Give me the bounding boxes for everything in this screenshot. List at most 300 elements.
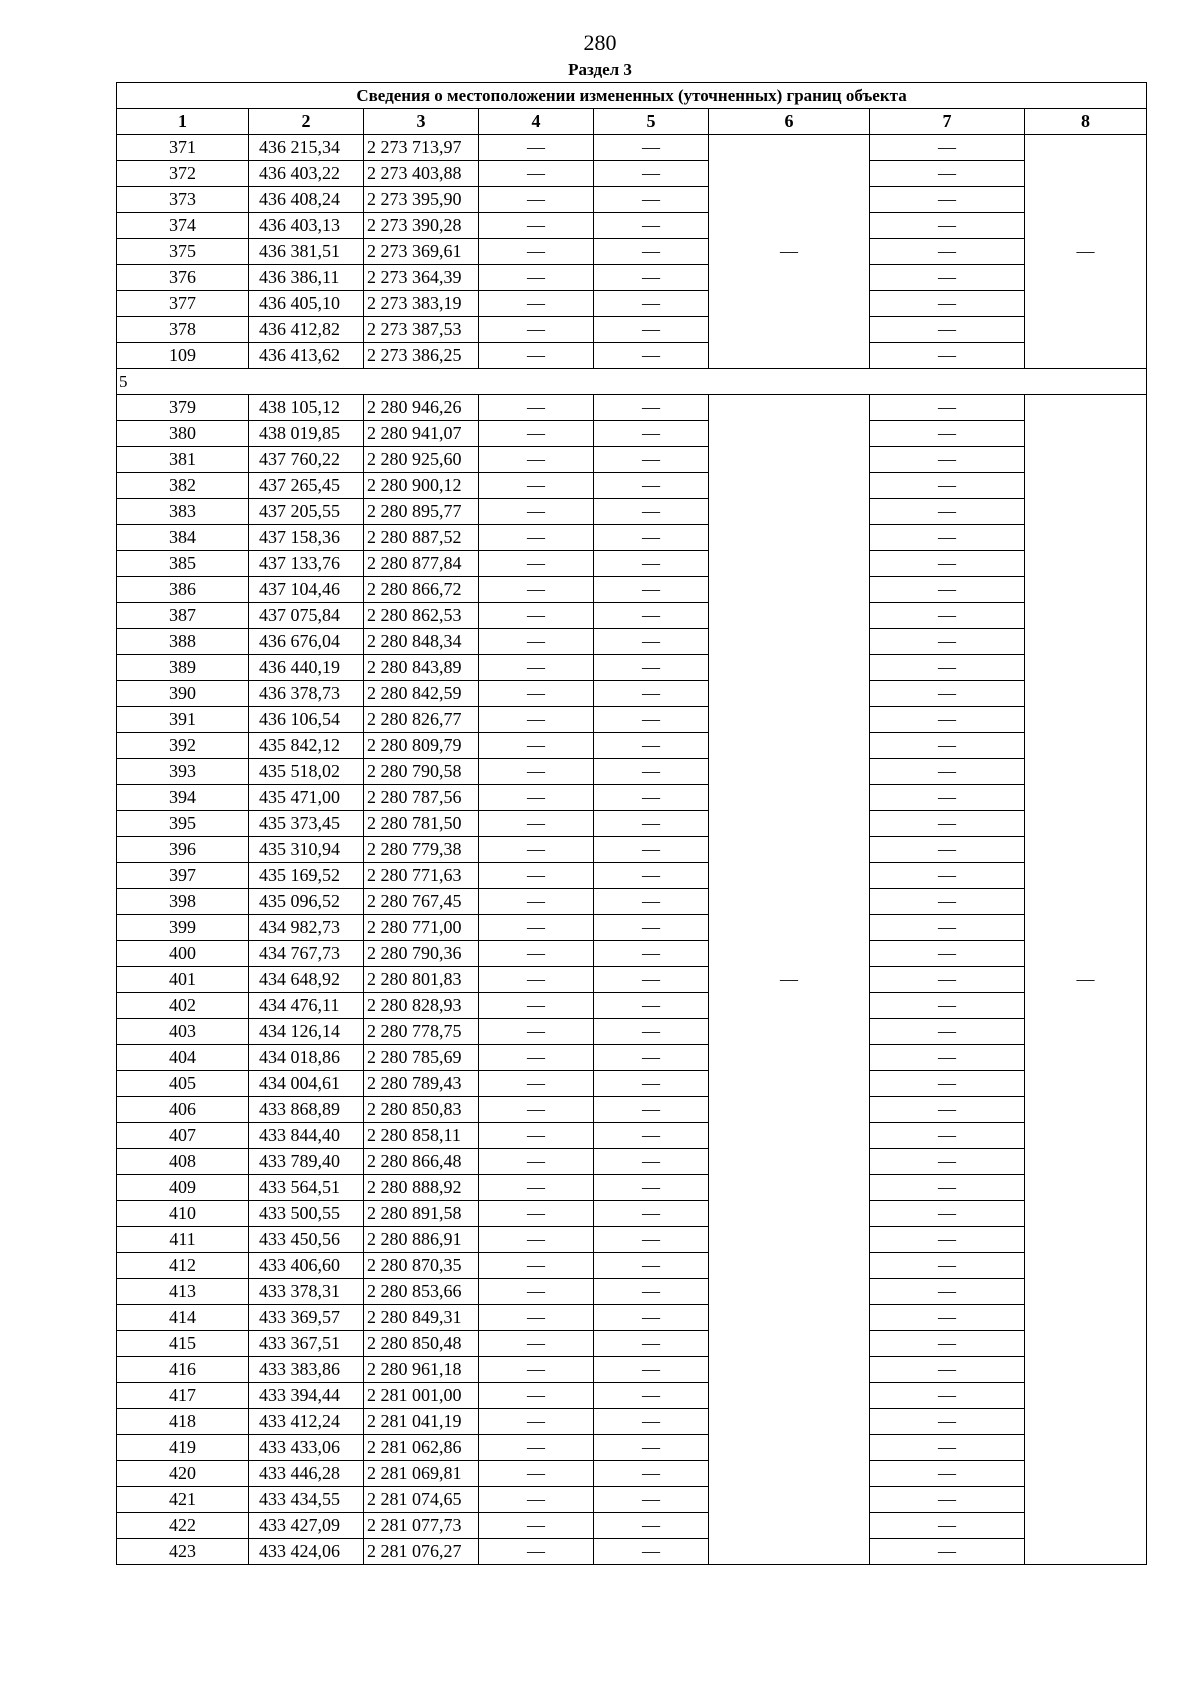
column-number: 4 [479, 109, 594, 135]
coordinate-y: 2 280 785,69 [364, 1045, 479, 1071]
column-5-cell: — [594, 1253, 709, 1279]
column-number: 2 [249, 109, 364, 135]
coordinate-y: 2 280 790,58 [364, 759, 479, 785]
column-7-cell: — [870, 161, 1025, 187]
column-4-cell: — [479, 187, 594, 213]
coordinate-y: 2 280 858,11 [364, 1123, 479, 1149]
coordinate-x: 435 842,12 [249, 733, 364, 759]
column-7-cell: — [870, 1071, 1025, 1097]
column-7-cell: — [870, 239, 1025, 265]
coordinate-y: 2 280 801,83 [364, 967, 479, 993]
coordinate-y: 2 280 961,18 [364, 1357, 479, 1383]
column-7-cell: — [870, 499, 1025, 525]
column-5-cell: — [594, 1487, 709, 1513]
point-number: 406 [117, 1097, 249, 1123]
point-number: 382 [117, 473, 249, 499]
column-7-cell: — [870, 551, 1025, 577]
point-number: 386 [117, 577, 249, 603]
point-number: 377 [117, 291, 249, 317]
table-row [117, 499, 1147, 525]
column-7-cell: — [870, 213, 1025, 239]
coordinate-x: 433 789,40 [249, 1149, 364, 1175]
coordinate-x: 433 434,55 [249, 1487, 364, 1513]
column-4-cell: — [479, 265, 594, 291]
point-number: 399 [117, 915, 249, 941]
coordinate-y: 2 280 790,36 [364, 941, 479, 967]
column-5-cell: — [594, 421, 709, 447]
subsection-row [117, 369, 1147, 395]
coordinate-x: 434 648,92 [249, 967, 364, 993]
column-4-cell: — [479, 759, 594, 785]
column-7-cell: — [870, 1305, 1025, 1331]
column-5-cell: — [594, 1435, 709, 1461]
column-5-cell: — [594, 239, 709, 265]
column-5-cell: — [594, 941, 709, 967]
coordinate-x: 434 767,73 [249, 941, 364, 967]
column-5-cell: — [594, 187, 709, 213]
column-7-cell: — [870, 1227, 1025, 1253]
column-7-cell: — [870, 759, 1025, 785]
coordinate-y: 2 281 062,86 [364, 1435, 479, 1461]
column-7-cell: — [870, 1149, 1025, 1175]
column-4-cell: — [479, 707, 594, 733]
column-7-cell: — [870, 317, 1025, 343]
table-row [117, 1513, 1147, 1539]
column-7-cell: — [870, 967, 1025, 993]
table-row [117, 733, 1147, 759]
coordinate-y: 2 281 076,27 [364, 1539, 479, 1565]
column-5-cell: — [594, 1175, 709, 1201]
coordinate-x: 435 373,45 [249, 811, 364, 837]
column-7-cell: — [870, 681, 1025, 707]
coordinate-y: 2 273 403,88 [364, 161, 479, 187]
column-4-cell: — [479, 1331, 594, 1357]
table-row [117, 759, 1147, 785]
coordinate-y: 2 273 713,97 [364, 135, 479, 161]
coordinate-x: 434 476,11 [249, 993, 364, 1019]
column-4-cell: — [479, 837, 594, 863]
table-row [117, 707, 1147, 733]
column-4-cell: — [479, 655, 594, 681]
section-title: Раздел 3 [568, 60, 632, 79]
column-5-cell: — [594, 1539, 709, 1565]
column-5-cell: — [594, 993, 709, 1019]
column-5-cell: — [594, 499, 709, 525]
point-number: 394 [117, 785, 249, 811]
coordinate-x: 433 424,06 [249, 1539, 364, 1565]
table-row [117, 863, 1147, 889]
table-row [117, 473, 1147, 499]
column-7-cell: — [870, 1175, 1025, 1201]
column-7-cell: — [870, 1331, 1025, 1357]
table-row [117, 1305, 1147, 1331]
coordinate-x: 433 378,31 [249, 1279, 364, 1305]
coordinate-x: 435 518,02 [249, 759, 364, 785]
table-row [117, 187, 1147, 213]
column-4-cell: — [479, 1201, 594, 1227]
column-5-cell: — [594, 395, 709, 421]
column-5-cell: — [594, 265, 709, 291]
column-4-cell: — [479, 785, 594, 811]
table-row [117, 1123, 1147, 1149]
coordinate-x: 436 412,82 [249, 317, 364, 343]
coordinate-x: 437 133,76 [249, 551, 364, 577]
column-7-cell: — [870, 941, 1025, 967]
table-row [117, 837, 1147, 863]
table-row [117, 1149, 1147, 1175]
coordinate-x: 437 075,84 [249, 603, 364, 629]
point-number: 109 [117, 343, 249, 369]
point-number: 373 [117, 187, 249, 213]
coordinate-y: 2 280 862,53 [364, 603, 479, 629]
column-7-cell: — [870, 785, 1025, 811]
column-7-cell: — [870, 1019, 1025, 1045]
column-7-cell: — [870, 1461, 1025, 1487]
coordinate-y: 2 280 843,89 [364, 655, 479, 681]
column-number: 8 [1025, 109, 1147, 135]
coordinate-y: 2 280 842,59 [364, 681, 479, 707]
table-row [117, 1201, 1147, 1227]
point-number: 409 [117, 1175, 249, 1201]
column-4-cell: — [479, 421, 594, 447]
coordinate-y: 2 280 900,12 [364, 473, 479, 499]
column-4-cell: — [479, 1435, 594, 1461]
column-5-cell: — [594, 1461, 709, 1487]
column-4-cell: — [479, 1123, 594, 1149]
coordinate-y: 2 280 809,79 [364, 733, 479, 759]
column-number: 5 [594, 109, 709, 135]
table-row [117, 317, 1147, 343]
column-4-cell: — [479, 317, 594, 343]
column-7-cell: — [870, 629, 1025, 655]
column-7-cell: — [870, 1123, 1025, 1149]
coordinate-x: 436 381,51 [249, 239, 364, 265]
column-5-cell: — [594, 1279, 709, 1305]
column-7-cell: — [870, 525, 1025, 551]
coordinate-y: 2 273 390,28 [364, 213, 479, 239]
column-4-cell: — [479, 161, 594, 187]
column-4-cell: — [479, 1071, 594, 1097]
page-number: 280 [583, 30, 617, 55]
table-row [117, 1019, 1147, 1045]
table-row [117, 941, 1147, 967]
coordinate-x: 438 105,12 [249, 395, 364, 421]
coordinate-x: 437 158,36 [249, 525, 364, 551]
coordinate-y: 2 280 886,91 [364, 1227, 479, 1253]
table-row [117, 915, 1147, 941]
column-4-cell: — [479, 447, 594, 473]
column-5-cell: — [594, 915, 709, 941]
point-number: 375 [117, 239, 249, 265]
column-7-cell: — [870, 135, 1025, 161]
column-7-cell: — [870, 1435, 1025, 1461]
table-row [117, 291, 1147, 317]
column-8-merged-cell: — [1025, 395, 1147, 1565]
point-number: 389 [117, 655, 249, 681]
column-5-cell: — [594, 1357, 709, 1383]
point-number: 388 [117, 629, 249, 655]
coordinate-x: 433 369,57 [249, 1305, 364, 1331]
coordinate-y: 2 273 395,90 [364, 187, 479, 213]
column-number: 6 [709, 109, 870, 135]
table-row [117, 993, 1147, 1019]
column-7-cell: — [870, 655, 1025, 681]
column-5-cell: — [594, 759, 709, 785]
table-row [117, 421, 1147, 447]
coordinates-table [116, 82, 1147, 1565]
point-number: 392 [117, 733, 249, 759]
table-row [117, 1487, 1147, 1513]
coordinate-y: 2 280 771,00 [364, 915, 479, 941]
column-5-cell: — [594, 1331, 709, 1357]
point-number: 387 [117, 603, 249, 629]
column-7-cell: — [870, 889, 1025, 915]
table-row [117, 1539, 1147, 1565]
coordinate-x: 435 169,52 [249, 863, 364, 889]
coordinate-y: 2 280 925,60 [364, 447, 479, 473]
table-row [117, 1045, 1147, 1071]
table-row [117, 135, 1147, 161]
column-5-cell: — [594, 603, 709, 629]
point-number: 401 [117, 967, 249, 993]
table-row [117, 1357, 1147, 1383]
column-number: 3 [364, 109, 479, 135]
column-5-cell: — [594, 551, 709, 577]
column-7-cell: — [870, 1513, 1025, 1539]
coordinate-y: 2 280 789,43 [364, 1071, 479, 1097]
column-5-cell: — [594, 577, 709, 603]
coordinate-x: 436 408,24 [249, 187, 364, 213]
coordinate-x: 433 383,86 [249, 1357, 364, 1383]
table-caption: Сведения о местоположении измененных (уточненных) границ объекта [117, 83, 1147, 109]
coordinate-y: 2 280 849,31 [364, 1305, 479, 1331]
column-4-cell: — [479, 811, 594, 837]
coordinate-y: 2 280 887,52 [364, 525, 479, 551]
coordinate-y: 2 281 001,00 [364, 1383, 479, 1409]
coordinate-y: 2 280 781,50 [364, 811, 479, 837]
table-row [117, 213, 1147, 239]
column-5-cell: — [594, 811, 709, 837]
column-5-cell: — [594, 343, 709, 369]
point-number: 380 [117, 421, 249, 447]
column-number-row [117, 109, 1147, 135]
column-4-cell: — [479, 213, 594, 239]
column-4-cell: — [479, 577, 594, 603]
column-4-cell: — [479, 551, 594, 577]
coordinate-x: 434 004,61 [249, 1071, 364, 1097]
column-7-cell: — [870, 447, 1025, 473]
point-number: 384 [117, 525, 249, 551]
column-7-cell: — [870, 291, 1025, 317]
column-5-cell: — [594, 1071, 709, 1097]
point-number: 374 [117, 213, 249, 239]
coordinate-x: 436 215,34 [249, 135, 364, 161]
coordinate-x: 433 394,44 [249, 1383, 364, 1409]
column-7-cell: — [870, 395, 1025, 421]
coordinate-y: 2 280 870,35 [364, 1253, 479, 1279]
column-4-cell: — [479, 473, 594, 499]
point-number: 385 [117, 551, 249, 577]
point-number: 371 [117, 135, 249, 161]
coordinate-x: 433 564,51 [249, 1175, 364, 1201]
column-5-cell: — [594, 447, 709, 473]
column-4-cell: — [479, 1019, 594, 1045]
coordinate-x: 433 406,60 [249, 1253, 364, 1279]
coordinate-y: 2 280 850,48 [364, 1331, 479, 1357]
column-7-cell: — [870, 421, 1025, 447]
coordinate-y: 2 280 848,34 [364, 629, 479, 655]
table-body [117, 135, 1147, 1565]
column-4-cell: — [479, 1227, 594, 1253]
coordinate-x: 437 104,46 [249, 577, 364, 603]
coordinate-x: 437 205,55 [249, 499, 364, 525]
column-4-cell: — [479, 1487, 594, 1513]
coordinate-x: 436 405,10 [249, 291, 364, 317]
table-row [117, 785, 1147, 811]
table-row [117, 655, 1147, 681]
column-5-cell: — [594, 317, 709, 343]
column-4-cell: — [479, 395, 594, 421]
column-5-cell: — [594, 1383, 709, 1409]
column-5-cell: — [594, 629, 709, 655]
column-4-cell: — [479, 889, 594, 915]
coordinate-x: 435 096,52 [249, 889, 364, 915]
coordinate-x: 436 413,62 [249, 343, 364, 369]
coordinate-x: 436 403,22 [249, 161, 364, 187]
point-number: 419 [117, 1435, 249, 1461]
column-7-cell: — [870, 707, 1025, 733]
column-4-cell: — [479, 1305, 594, 1331]
coordinate-y: 2 280 771,63 [364, 863, 479, 889]
table-row [117, 239, 1147, 265]
coordinate-y: 2 280 941,07 [364, 421, 479, 447]
column-5-cell: — [594, 655, 709, 681]
point-number: 396 [117, 837, 249, 863]
column-5-cell: — [594, 1201, 709, 1227]
point-number: 379 [117, 395, 249, 421]
point-number: 395 [117, 811, 249, 837]
column-5-cell: — [594, 213, 709, 239]
column-5-cell: — [594, 1045, 709, 1071]
coordinate-x: 435 471,00 [249, 785, 364, 811]
column-4-cell: — [479, 1253, 594, 1279]
point-number: 390 [117, 681, 249, 707]
table-row [117, 1279, 1147, 1305]
column-7-cell: — [870, 343, 1025, 369]
column-5-cell: — [594, 161, 709, 187]
column-4-cell: — [479, 1461, 594, 1487]
point-number: 376 [117, 265, 249, 291]
coordinate-x: 436 403,13 [249, 213, 364, 239]
coordinate-x: 437 760,22 [249, 447, 364, 473]
point-number: 413 [117, 1279, 249, 1305]
subsection-label: 5 [117, 369, 1147, 395]
column-7-cell: — [870, 1045, 1025, 1071]
column-4-cell: — [479, 499, 594, 525]
column-7-cell: — [870, 1409, 1025, 1435]
table-row [117, 1409, 1147, 1435]
point-number: 411 [117, 1227, 249, 1253]
column-4-cell: — [479, 239, 594, 265]
coordinate-y: 2 280 866,48 [364, 1149, 479, 1175]
coordinate-y: 2 280 895,77 [364, 499, 479, 525]
column-5-cell: — [594, 1409, 709, 1435]
table-row [117, 1253, 1147, 1279]
coordinate-y: 2 280 778,75 [364, 1019, 479, 1045]
column-5-cell: — [594, 1019, 709, 1045]
point-number: 412 [117, 1253, 249, 1279]
coordinate-y: 2 273 369,61 [364, 239, 479, 265]
column-7-cell: — [870, 1383, 1025, 1409]
point-number: 378 [117, 317, 249, 343]
point-number: 407 [117, 1123, 249, 1149]
table-row [117, 603, 1147, 629]
coordinate-y: 2 273 387,53 [364, 317, 479, 343]
point-number: 420 [117, 1461, 249, 1487]
coordinate-y: 2 280 787,56 [364, 785, 479, 811]
table-row [117, 265, 1147, 291]
column-4-cell: — [479, 993, 594, 1019]
column-7-cell: — [870, 1253, 1025, 1279]
coordinate-y: 2 280 767,45 [364, 889, 479, 915]
coordinate-x: 433 844,40 [249, 1123, 364, 1149]
coordinate-y: 2 281 069,81 [364, 1461, 479, 1487]
table-row [117, 681, 1147, 707]
coordinate-y: 2 273 383,19 [364, 291, 479, 317]
coordinate-x: 434 018,86 [249, 1045, 364, 1071]
column-4-cell: — [479, 1045, 594, 1071]
coordinate-x: 438 019,85 [249, 421, 364, 447]
point-number: 393 [117, 759, 249, 785]
column-6-merged-cell: — [709, 395, 870, 1565]
coordinate-x: 436 386,11 [249, 265, 364, 291]
table-row [117, 1071, 1147, 1097]
point-number: 410 [117, 1201, 249, 1227]
column-4-cell: — [479, 343, 594, 369]
column-4-cell: — [479, 1383, 594, 1409]
table-row [117, 1461, 1147, 1487]
column-7-cell: — [870, 1201, 1025, 1227]
column-7-cell: — [870, 811, 1025, 837]
coordinate-y: 2 280 946,26 [364, 395, 479, 421]
coordinate-y: 2 280 891,58 [364, 1201, 479, 1227]
point-number: 415 [117, 1331, 249, 1357]
table-row [117, 889, 1147, 915]
table-row [117, 1227, 1147, 1253]
point-number: 404 [117, 1045, 249, 1071]
column-5-cell: — [594, 135, 709, 161]
table-row [117, 343, 1147, 369]
coordinate-x: 433 412,24 [249, 1409, 364, 1435]
point-number: 398 [117, 889, 249, 915]
column-5-cell: — [594, 967, 709, 993]
column-7-cell: — [870, 603, 1025, 629]
coordinate-x: 433 367,51 [249, 1331, 364, 1357]
point-number: 400 [117, 941, 249, 967]
column-5-cell: — [594, 1149, 709, 1175]
column-4-cell: — [479, 1539, 594, 1565]
table-row [117, 1097, 1147, 1123]
column-5-cell: — [594, 681, 709, 707]
table-row [117, 1175, 1147, 1201]
coordinate-y: 2 280 828,93 [364, 993, 479, 1019]
coordinate-x: 433 450,56 [249, 1227, 364, 1253]
column-7-cell: — [870, 733, 1025, 759]
column-7-cell: — [870, 915, 1025, 941]
column-4-cell: — [479, 1175, 594, 1201]
column-7-cell: — [870, 1539, 1025, 1565]
column-4-cell: — [479, 603, 594, 629]
